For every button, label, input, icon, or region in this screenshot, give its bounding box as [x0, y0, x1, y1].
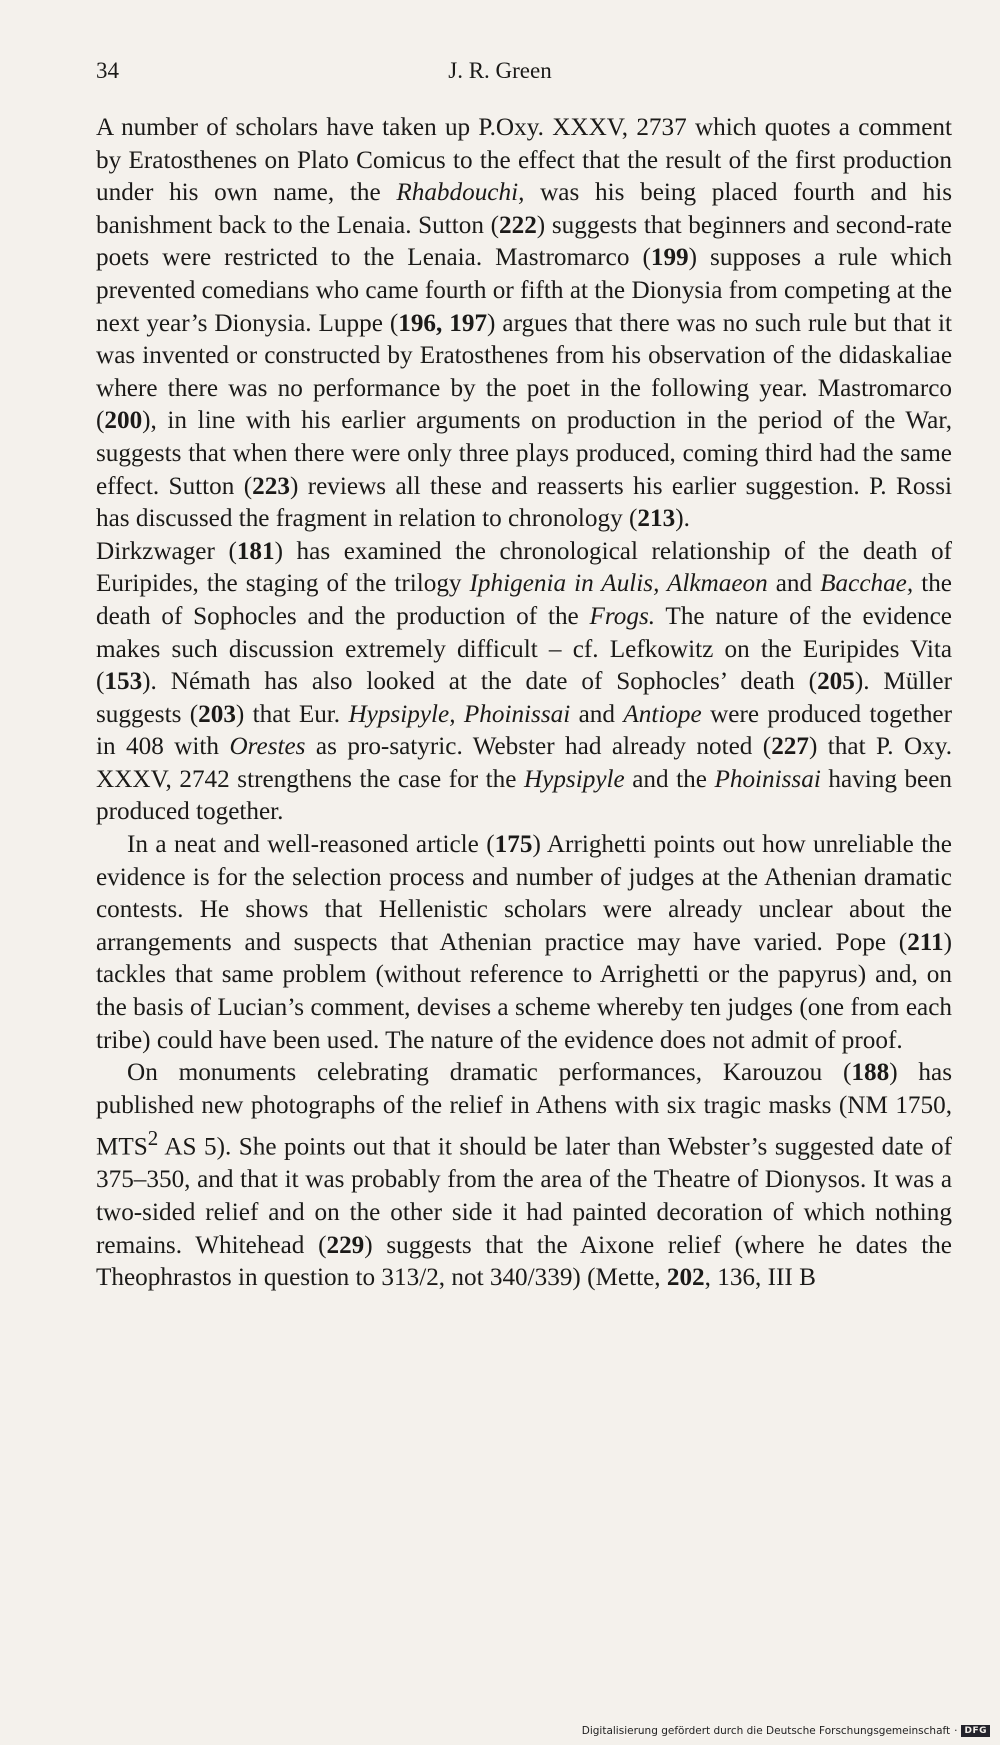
paragraph: A number of scholars have taken up P.Oxy. XXXV, 2737 which quotes a comment by Eratosthenes on Plato Comicus to the effect that the result of the first production under his own name, the Rhabdouchi, was his being placed fourth and his banishment back to the Lenaia. Sutton (222) suggests that beginners and second-rate poets were restricted to the Lenaia. Mastromarco (199) supposes a rule which prevented comedians who came fourth or fifth at the Dionysia from competing at the next year’s Dionysia. Luppe (196, 197) argues that there was no such rule but that it was invented or constructed by Eratosthenes from his observation of the didaskaliae where there was no performance by the poet in the following year. Mastromarco (200), in line with his earlier arguments on production in the period of the War, suggests that when there were only three plays produced, coming third had the same effect. Sutton (223) reviews all these and reasserts his earlier suggestion. P. Rossi has discussed the fragment in relation to chronology (213). — [96, 114, 953, 533]
dfg-badge: DFG — [961, 1725, 990, 1737]
dfg-logo: · — [954, 1725, 958, 1737]
page-number: 34 — [96, 58, 119, 83]
paragraph: In a neat and well-reasoned article (175) Arrighetti points out how unreliable the evidence is for the selection process and number of judges at the Athenian dramatic contests. He shows that Hellenistic scholars were already unclear about the arrangements and suspects that Athenian practice may have varied. Pope (211) tackles that same problem (without reference to Arrighetti or the papyrus) and, on the basis of Lucian’s comment, devises a scheme whereby ten judges (one from each tribe) could have been used. The nature of the evidence does not admit of proof. — [96, 831, 952, 1054]
paragraph: Dirkzwager (181) has examined the chronological relationship of the death of Euripides, the staging of the trilogy Iphigenia in Aulis, Alkmaeon and Bacchae, the death of Sophocles and the production of the Frogs. The nature of the evidence makes such discussion extremely difficult – cf. Lefkowitz on the Euripides Vita (153). Némath has also looked at the date of Sophocles’ death (205). Müller suggests (203) that Eur. Hypsipyle, Phoinissai and Antiope were produced together in 408 with Orestes as pro-satyric. Webster had already noted (227) that P. Oxy. XXXV, 2742 strengthens the case for the Hypsipyle and the Phoinissai having been produced together. — [96, 537, 953, 826]
credit-text: Digitalisierung gefördert durch die Deutsche Forschungsgemeinschaft — [581, 1725, 951, 1737]
body-text — [96, 112, 952, 1295]
paragraph: On monuments celebrating dramatic performances, Karouzou (188) has published new photographs of the relief in Athens with six tragic masks (NM 1750, MTS$^2$ AS 5). She points out that it should be later than Webster’s suggested date of 375–350, and that it was probably from the area of the Theatre of Dionysos. It was a two-sided relief and on the other side it had painted decoration of which nothing remains. Whitehead (229) suggests that the Aixone relief (where he dates the Theophrastos in question to 313/2, not 340/339) (Mette, 202, 136, III B — [96, 1059, 953, 1292]
running-head-author: J. R. Green — [448, 58, 552, 83]
digitization-credit — [582, 1725, 990, 1737]
running-header — [96, 58, 904, 90]
